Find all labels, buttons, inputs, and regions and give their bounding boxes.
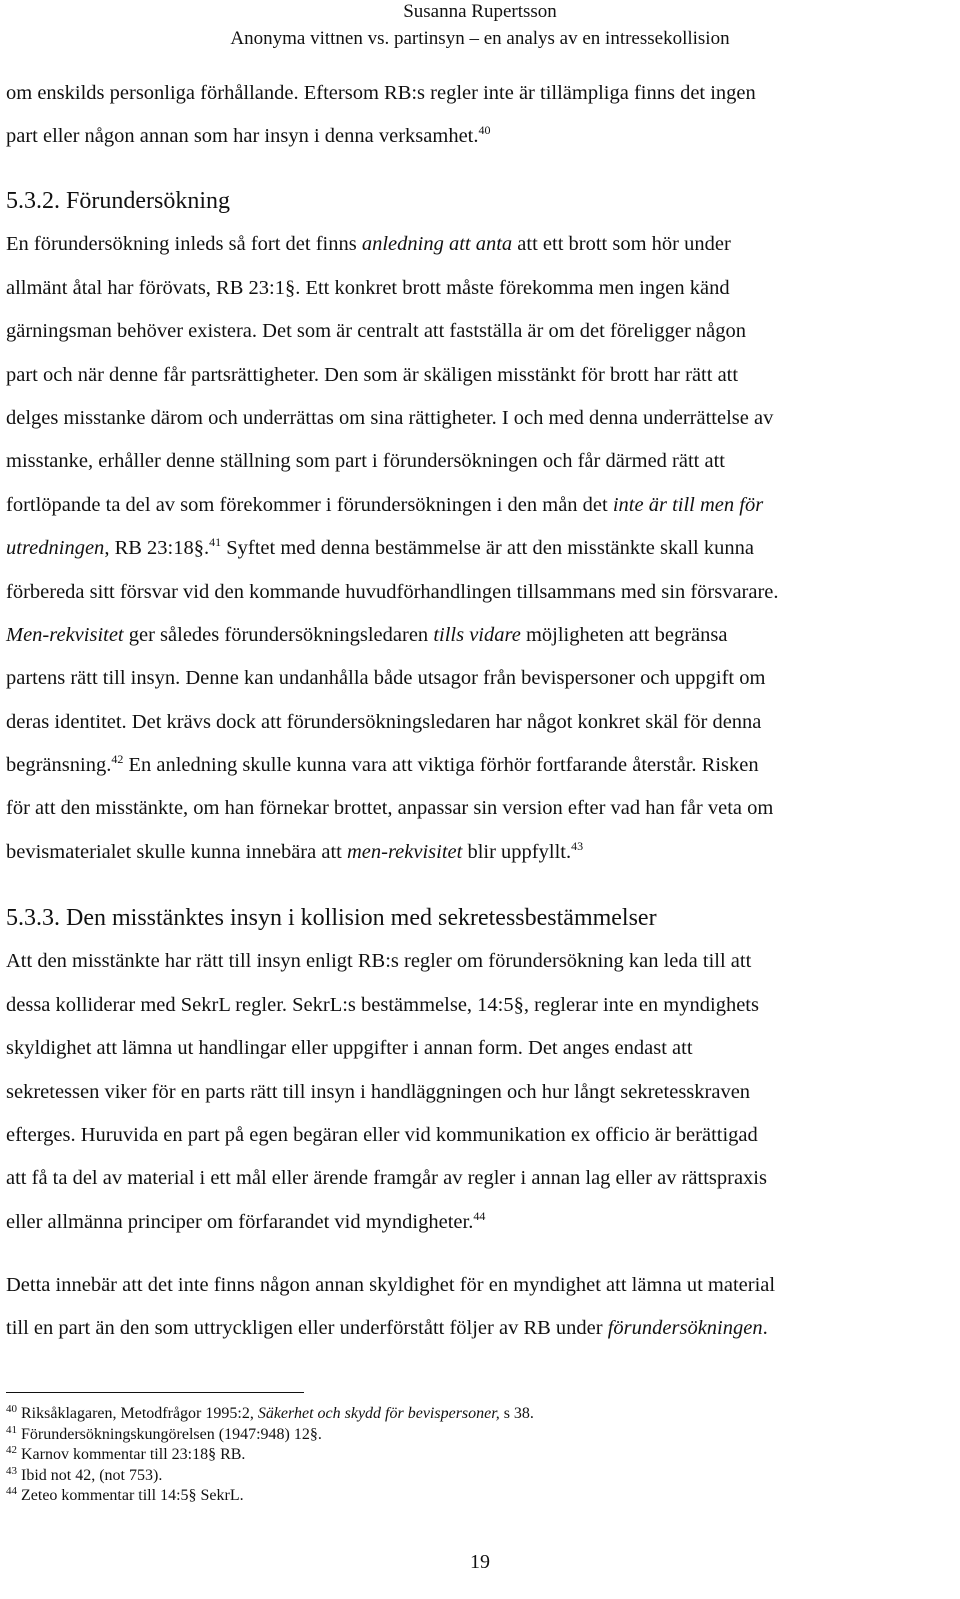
- text-line: part och när denne får partsrättigheter. Den som är skäligen misstänkt för brott har rätt att: [6, 363, 739, 386]
- header-title: Anonyma vittnen vs. partinsyn – en analys av en intressekollision: [230, 28, 730, 49]
- text-line: till en part än den som uttryckligen eller underförstått följer av RB under förundersökningen.: [6, 1317, 768, 1340]
- text-line: begränsning.$^{42}$ En anledning skulle kunna vara att viktiga förhör fortfarande återstår. Risken: [6, 752, 759, 777]
- footnote-item: $^{42}$ Karnov kommentar till 23:18§ RB.: [6, 1444, 246, 1463]
- conclusion-paragraph: [6, 1264, 951, 1351]
- text-line: part eller någon annan som har insyn i denna verksamhet.$^{40}$: [6, 123, 491, 148]
- text-line: dessa kolliderar med SekrL regler. SekrL:s bestämmelse, 14:5§, reglerar inte en myndighets: [6, 993, 759, 1016]
- footnote-item: $^{41}$ Förundersökningskungörelsen (1947:948) 12§.: [6, 1423, 322, 1443]
- intro-paragraph: [6, 72, 951, 159]
- footnote-item: $^{43}$ Ibid not 42, (not 753).: [6, 1464, 163, 1484]
- text-line: sekretessen viker för en parts rätt till insyn i handläggningen och hur långt sekretesskraven: [6, 1080, 751, 1103]
- text-line: efterges. Huruvida en part på egen begäran eller vid kommunikation ex officio är berättigad: [6, 1123, 758, 1146]
- footnote-ref[interactable]: 44: [473, 1208, 486, 1223]
- text-line: Detta innebär att det inte finns någon annan skyldighet för en myndighet att lämna ut material: [6, 1274, 776, 1296]
- text-line: partens rätt till insyn. Denne kan undanhålla både utsagor från bevispersoner och uppgift om: [6, 667, 766, 690]
- footnotes: [6, 1404, 946, 1507]
- text-line: Att den misstänkte har rätt till insyn enligt RB:s regler om förundersökning kan leda till att: [6, 950, 752, 973]
- section-532: [6, 180, 951, 874]
- footnote-ref[interactable]: 42: [111, 752, 124, 767]
- section-heading: 5.3.2. Förundersökning: [6, 188, 230, 214]
- page-number: 19: [470, 1551, 490, 1573]
- text-line: En förundersökning inleds så fort det finns anledning att anta att ett brott som hör under: [6, 233, 731, 256]
- text-line: Men-rekvisitet ger således förundersökningsledaren tills vidare möjligheten att begränsa: [6, 623, 728, 646]
- text-line: för att den misstänkte, om han förnekar brottet, anpassar sin version efter vad han får veta om: [6, 797, 774, 820]
- text-line: skyldighet att lämna ut handlingar eller uppgifter i annan form. Det anges endast att: [6, 1037, 693, 1060]
- footnote-ref[interactable]: 41: [209, 535, 222, 550]
- text-line: bevismaterialet skulle kunna innebära att men-rekvisitet blir uppfyllt.$^{43}$: [6, 838, 584, 863]
- footnote-divider: [6, 1392, 304, 1393]
- text-line: deras identitet. Det krävs dock att förundersökningsledaren har något konkret skäl för denna: [6, 710, 762, 733]
- footnote-item: $^{44}$ Zeteo kommentar till 14:5§ SekrL.: [6, 1485, 244, 1504]
- header-author: Susanna Rupertsson: [403, 1, 557, 22]
- section-heading: 5.3.3. Den misstänktes insyn i kollision med sekretessbestämmelser: [6, 905, 657, 931]
- text-line: eller allmänna principer om förfarandet vid myndigheter.$^{44}$: [6, 1208, 486, 1233]
- text-line: misstanke, erhåller denne ställning som part i förundersökningen och får därmed rätt att: [6, 450, 725, 473]
- text-line: om enskilds personliga förhållande. Eftersom RB:s regler inte är tillämpliga finns det ingen: [6, 82, 756, 104]
- text-line: att få ta del av material i ett mål eller ärende framgår av regler i annan lag eller av rättspraxis: [6, 1167, 767, 1190]
- footnote-ref[interactable]: 40: [478, 123, 491, 138]
- footnote-ref[interactable]: 43: [571, 838, 584, 853]
- text-line: allmänt åtal har förövats, RB 23:1§. Ett konkret brott måste förekomma men ingen känd: [6, 276, 730, 299]
- text-line: fortlöpande ta del av som förekommer i förundersökningen i den mån det inte är till men för: [6, 493, 764, 516]
- section-533: [6, 897, 951, 1244]
- text-line: förbereda sitt försvar vid den kommande huvudförhandlingen tillsammans med sin försvarare.: [6, 580, 779, 603]
- text-line: gärningsman behöver existera. Det som är centralt att fastställa är om det föreligger någon: [6, 320, 747, 343]
- text-line: utredningen, RB 23:18§.$^{41}$ Syftet med denna bestämmelse är att den misstänkte skall kunna: [6, 535, 754, 560]
- footnote-item: $^{40}$ Riksåklagaren, Metodfrågor 1995:2, Säkerhet och skydd för bevispersoner, s 38.: [6, 1403, 534, 1422]
- text-line: delges misstanke därom och underrättas om sina rättigheter. I och med denna underrättelse av: [6, 406, 774, 429]
